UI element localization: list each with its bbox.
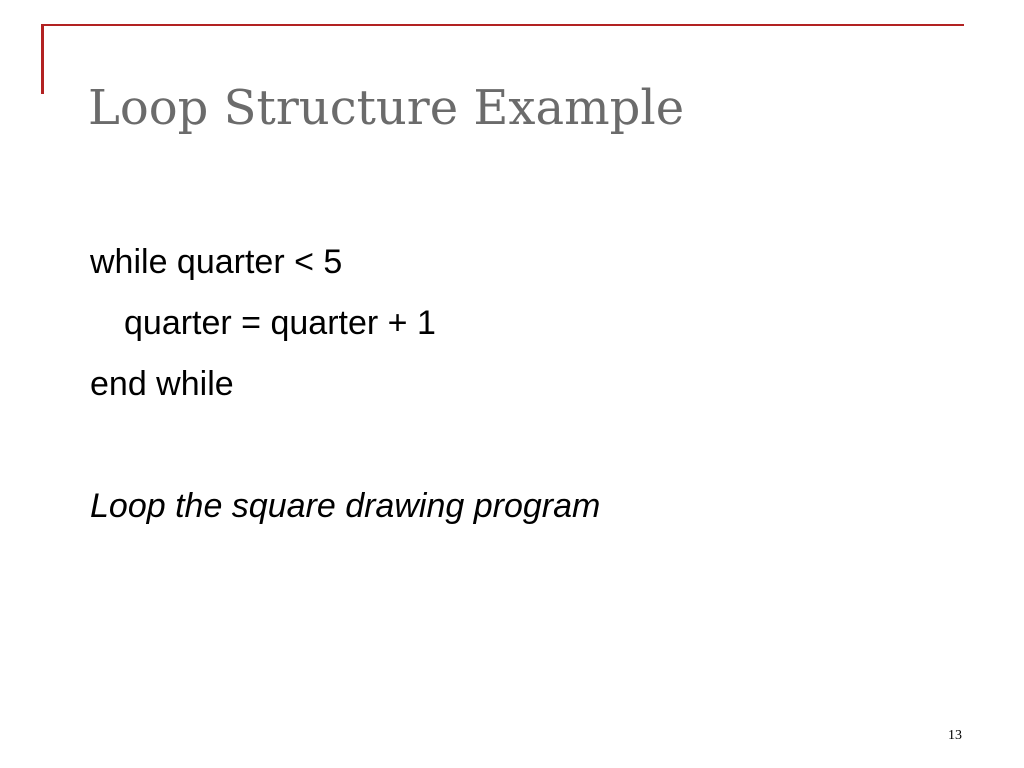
code-line-end-while: end while <box>90 365 234 403</box>
left-accent-rule <box>41 24 44 94</box>
body-spacer <box>90 415 600 476</box>
code-line-increment: quarter = quarter + 1 <box>124 304 436 342</box>
page-number: 13 <box>948 728 962 743</box>
exercise-note: Loop the square drawing program <box>90 487 601 525</box>
code-line-while: while quarter < 5 <box>90 243 343 281</box>
slide-body <box>90 232 600 537</box>
slide-title: Loop Structure Example <box>88 80 685 136</box>
top-accent-rule <box>42 24 964 26</box>
